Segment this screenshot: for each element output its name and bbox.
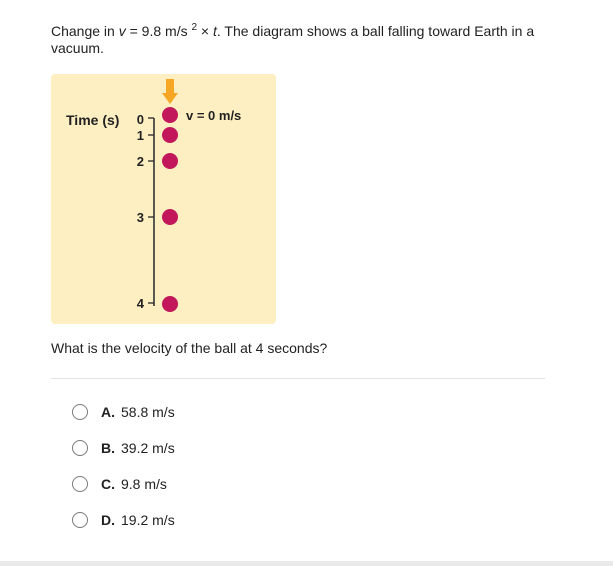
- option-text: 9.8 m/s: [121, 476, 167, 492]
- tick-label-4: 4: [136, 296, 144, 311]
- option-c[interactable]: [72, 473, 167, 495]
- tick-label-2: 2: [136, 154, 144, 169]
- velocity-label: v = 0 m/s: [186, 108, 242, 123]
- diagram-svg: [51, 74, 276, 324]
- option-letter: A.: [101, 404, 115, 420]
- option-text: 58.8 m/s: [121, 404, 175, 420]
- option-letter: C.: [101, 476, 115, 492]
- question-rest: . The diagram shows a ball falling toward Earth in a vacuum.: [51, 23, 535, 56]
- radio-button-d[interactable]: [72, 512, 88, 528]
- ball-t3: [162, 209, 178, 225]
- times-sign: ×: [197, 23, 213, 39]
- down-arrow-icon: [162, 79, 178, 104]
- option-b[interactable]: [72, 437, 175, 459]
- question-text: [51, 23, 551, 57]
- option-d[interactable]: [72, 509, 175, 531]
- ball-t0: [162, 107, 178, 123]
- option-letter: D.: [101, 512, 115, 528]
- ball-t1: [162, 127, 178, 143]
- tick-label-0: 0: [136, 112, 144, 127]
- ball-t4: [162, 296, 178, 312]
- radio-button-c[interactable]: [72, 476, 88, 492]
- axis-label: Time (s): [66, 112, 120, 128]
- bottom-bar: [0, 561, 613, 566]
- variable-v: v: [118, 23, 126, 39]
- option-letter: B.: [101, 440, 115, 456]
- variable-t: t: [213, 23, 217, 39]
- question-prompt: What is the velocity of the ball at 4 seconds?: [51, 340, 328, 356]
- ball-t2: [162, 153, 178, 169]
- question-intro: Change in: [51, 23, 119, 39]
- option-a[interactable]: [72, 401, 175, 423]
- divider: [51, 378, 545, 379]
- option-text: 39.2 m/s: [121, 440, 175, 456]
- falling-ball-diagram: [51, 74, 276, 324]
- tick-label-3: 3: [136, 210, 144, 225]
- tick-label-1: 1: [136, 128, 144, 143]
- radio-button-a[interactable]: [72, 404, 88, 420]
- exponent: 2: [191, 22, 198, 33]
- radio-button-b[interactable]: [72, 440, 88, 456]
- question-equation: = 9.8 m/s: [125, 23, 192, 39]
- option-text: 19.2 m/s: [121, 512, 175, 528]
